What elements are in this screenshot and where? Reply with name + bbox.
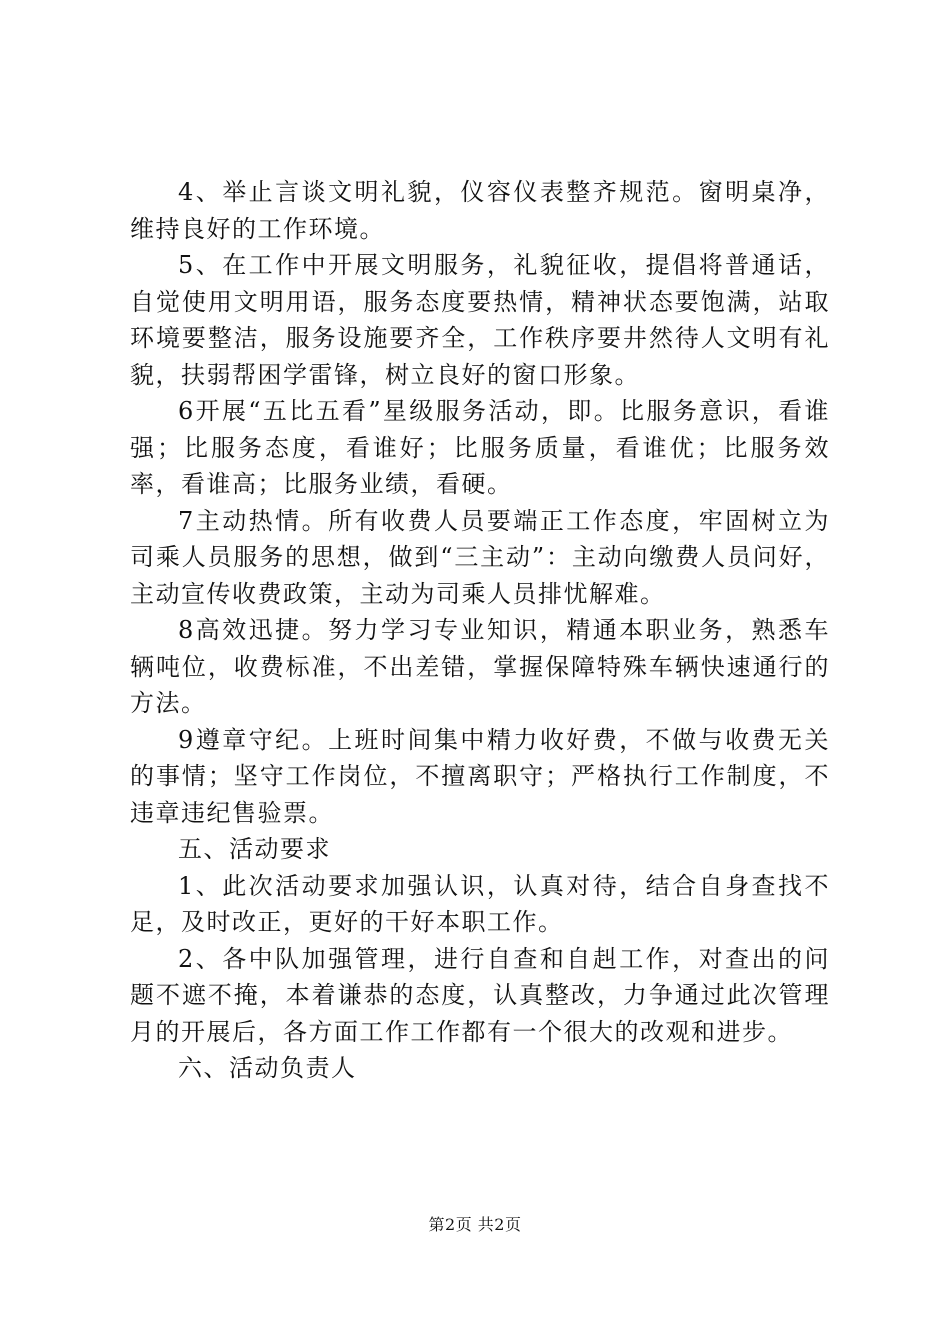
paragraph-item-9: 9遵章守纪。上班时间集中精力收好费，不做与收费无关的事情；坚守工作岗位，不擅离职守；严格执行工作制度，不违章违纪售验票。 [130,725,830,827]
paragraph-item-5: 5、在工作中开展文明服务，礼貌征收，提倡将普通话，自觉使用文明用语，服务态度要热情，精神状态要饱满，站取环境要整洁，服务设施要齐全，工作秩序要井然待人文明有礼貌，扶弱帮困学雷锋，树立良好的窗口形象。 [130,251,830,389]
section-heading-requirements: 五、活动要求 [178,835,331,863]
section-heading-responsible: 六、活动负责人 [178,1054,357,1082]
paragraph-item-4: 4、举止言谈文明礼貌，仪容仪表整齐规范。窗明桌净，维持良好的工作环境。 [130,178,830,243]
paragraph-item-8: 8高效迅捷。努力学习专业知识，精通本职业务，熟悉车辆吨位，收费标准，不出差错，掌握保障特殊车辆快速通行的方法。 [130,616,830,717]
document-body [130,174,830,1087]
paragraph-item-6: 6开展“五比五看”星级服务活动，即。比服务意识，看谁强；比服务态度，看谁好；比服务质量，看谁优；比服务效率，看谁高；比服务业绩，看硬。 [130,397,830,498]
paragraph-item-7: 7主动热情。所有收费人员要端正工作态度，牢固树立为司乘人员服务的思想，做到“三主动”：主动向缴费人员问好，主动宣传收费政策，主动为司乘人员排忧解难。 [130,506,830,608]
page-number-footer: 第2页 共2页 [428,1215,522,1234]
paragraph-requirement-1: 1、此次活动要求加强认识，认真对待，结合自身查找不足，及时改正，更好的干好本职工作。 [130,871,830,936]
paragraph-requirement-2: 2、各中队加强管理，进行自查和自赳工作，对查出的问题不遮不掩，本着谦恭的态度，认真整改，力争通过此次管理月的开展后，各方面工作工作都有一个很大的改观和进步。 [130,944,830,1046]
